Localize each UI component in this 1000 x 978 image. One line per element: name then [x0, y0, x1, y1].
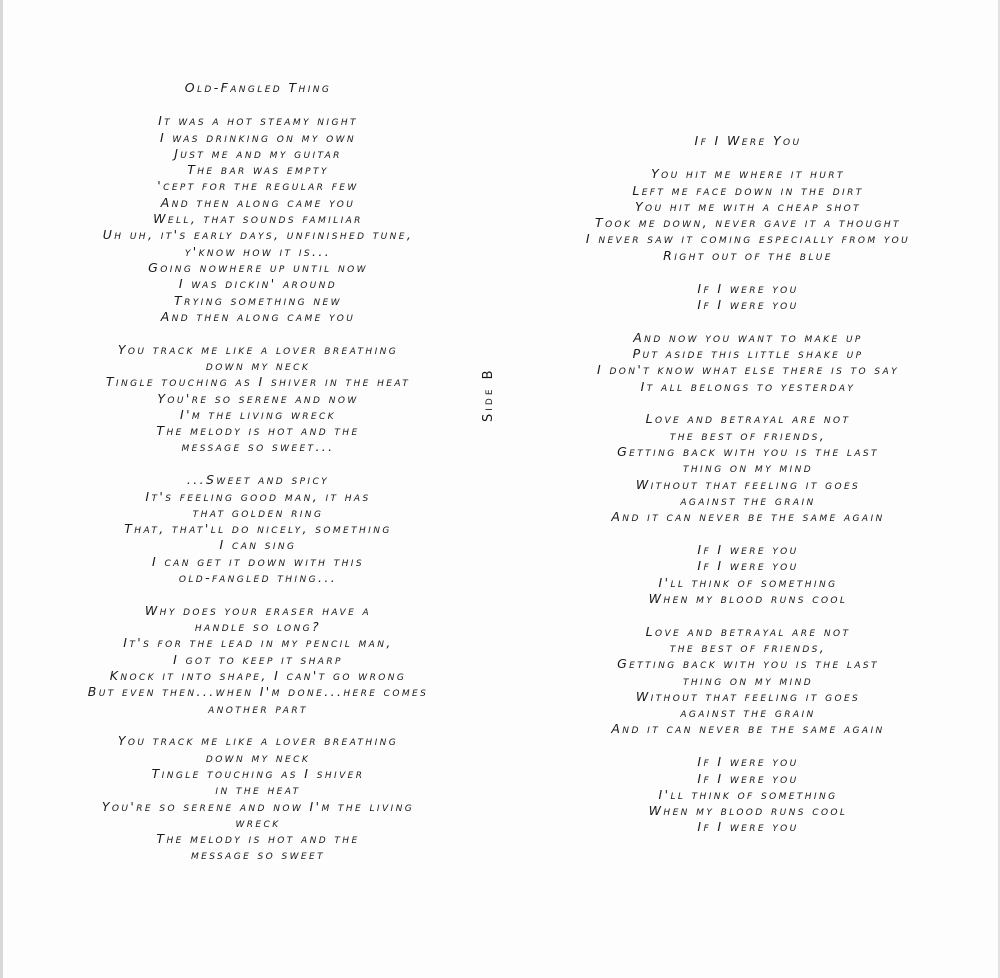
lyric-line: Put aside this little shake up [632, 345, 864, 361]
lyric-line: against the grain [680, 705, 816, 721]
lyric-line: If I were you [697, 280, 799, 296]
lyric-line: the best of friends, [669, 427, 827, 443]
lyric-line: The melody is hot and the [156, 831, 360, 847]
lyric-line: I got to keep it sharp [173, 651, 343, 667]
lyric-line: Love and betrayal are not [645, 623, 851, 639]
lyric-line: Getting back with you is the last [617, 656, 879, 672]
stanza [43, 113, 473, 325]
lyric-line: Left me face down in the dirt [632, 182, 864, 198]
lyric-line: down my neck [205, 357, 311, 373]
lyric-line: thing on my mind [682, 672, 814, 688]
lyric-line: in the heat [215, 782, 301, 798]
lyric-line: You hit me where it hurt [651, 166, 845, 182]
lyric-line: Getting back with you is the last [617, 443, 879, 459]
lyric-line: message so sweet... [181, 439, 335, 455]
left-song-column [43, 80, 473, 880]
lyric-line: If I were you [697, 541, 799, 557]
lyric-line: I don't know what else there is to say [597, 362, 899, 378]
lyric-line: The bar was empty [187, 162, 329, 178]
stanza [518, 281, 978, 314]
stanza [43, 342, 473, 456]
lyric-line: It's feeling good man, it has [145, 488, 371, 504]
lyric-line: handle so long? [194, 619, 322, 635]
side-label: Side B [481, 367, 496, 423]
lyric-line: You're so serene and now [157, 390, 359, 406]
lyric-line: Trying something new [174, 292, 342, 308]
lyric-line: If I were you [697, 754, 799, 770]
lyric-line: wreck [235, 814, 281, 830]
lyric-line: I'll think of something [658, 786, 838, 802]
lyric-line: Well, that sounds familiar [153, 211, 363, 227]
right-song-stanzas [518, 166, 978, 835]
lyric-line: down my neck [205, 749, 311, 765]
lyric-line: And now you want to make up [633, 329, 863, 345]
lyric-line: But even then...when I'm done...here comes [87, 684, 429, 700]
lyric-line: another part [208, 700, 308, 716]
lyric-line: Right out of the blue [663, 247, 833, 263]
right-song-title: If I Were You [694, 133, 802, 148]
lyric-line: The melody is hot and the [156, 423, 360, 439]
lyric-line: If I were you [697, 770, 799, 786]
lyric-line: It all belongs to yesterday [640, 378, 856, 394]
lyric-line: When my blood runs cool [648, 590, 848, 606]
lyric-line: ...Sweet and spicy [186, 472, 330, 488]
lyric-line: Tingle touching as I shiver in the heat [105, 374, 411, 390]
lyric-line: Love and betrayal are not [645, 411, 851, 427]
lyric-line: And it can never be the same again [611, 509, 885, 525]
lyric-line: I never saw it coming especially from you [585, 231, 911, 247]
stanza [518, 166, 978, 264]
lyric-line: Just me and my guitar [174, 145, 342, 161]
lyric-line: Uh uh, it's early days, unfinished tune, [102, 227, 414, 243]
left-song-title: Old-Fangled Thing [184, 80, 332, 95]
lyric-line: 'cept for the regular few [157, 178, 359, 194]
lyric-line: And then along came you [160, 308, 356, 324]
lyric-line: It was a hot steamy night [158, 113, 358, 129]
stanza [518, 624, 978, 738]
lyric-line: If I were you [697, 558, 799, 574]
stanza [43, 472, 473, 586]
lyric-line: I can sing [219, 537, 297, 553]
lyric-line: I'm the living wreck [180, 406, 336, 422]
lyric-line: If I were you [697, 819, 799, 835]
lyric-line: Took me down, never gave it a thought [595, 215, 901, 231]
lyric-line: the best of friends, [669, 639, 827, 655]
lyric-line: And it can never be the same again [611, 721, 885, 737]
lyric-line: It's for the lead in my pencil man, [123, 635, 393, 651]
lyric-line: Knock it into shape, I can't go wrong [109, 668, 407, 683]
lyric-line: Going nowhere up until now [148, 259, 368, 275]
stanza [43, 733, 473, 863]
lyric-line: y'know how it is... [184, 243, 332, 259]
left-song-stanzas [43, 113, 473, 863]
lyric-line: You track me like a lover breathing [117, 341, 399, 357]
lyric-line: Without that feeling it goes [635, 688, 861, 704]
stanza [518, 411, 978, 525]
lyric-line: You hit me with a cheap shot [634, 198, 862, 214]
lyric-line: message so sweet [191, 847, 325, 863]
stanza [518, 542, 978, 607]
lyric-line: I can get it down with this [152, 553, 364, 569]
lyric-line: I was drinking on my own [159, 129, 357, 145]
lyric-line: That, that'll do nicely, something [124, 521, 392, 537]
lyric-line: Without that feeling it goes [635, 476, 861, 492]
lyric-line: If I were you [697, 296, 799, 312]
lyric-line: I'll think of something [658, 574, 838, 590]
lyric-line: Why does your eraser have a [144, 602, 372, 618]
lyric-line: You're so serene and now I'm the living [101, 798, 415, 814]
right-song-column [518, 133, 978, 852]
stanza [43, 603, 473, 717]
lyric-line: You track me like a lover breathing [117, 733, 399, 749]
lyric-line: that golden ring [192, 504, 324, 520]
lyric-line: thing on my mind [682, 460, 814, 476]
stanza [518, 754, 978, 835]
lyric-line: old-fangled thing... [178, 570, 338, 586]
lyric-line: Tingle touching as I shiver [151, 765, 365, 781]
lyric-line: When my blood runs cool [648, 803, 848, 819]
lyric-line: I was dickin' around [178, 276, 338, 292]
lyric-line: against the grain [680, 492, 816, 508]
lyric-line: And then along came you [160, 194, 356, 210]
stanza [518, 330, 978, 395]
